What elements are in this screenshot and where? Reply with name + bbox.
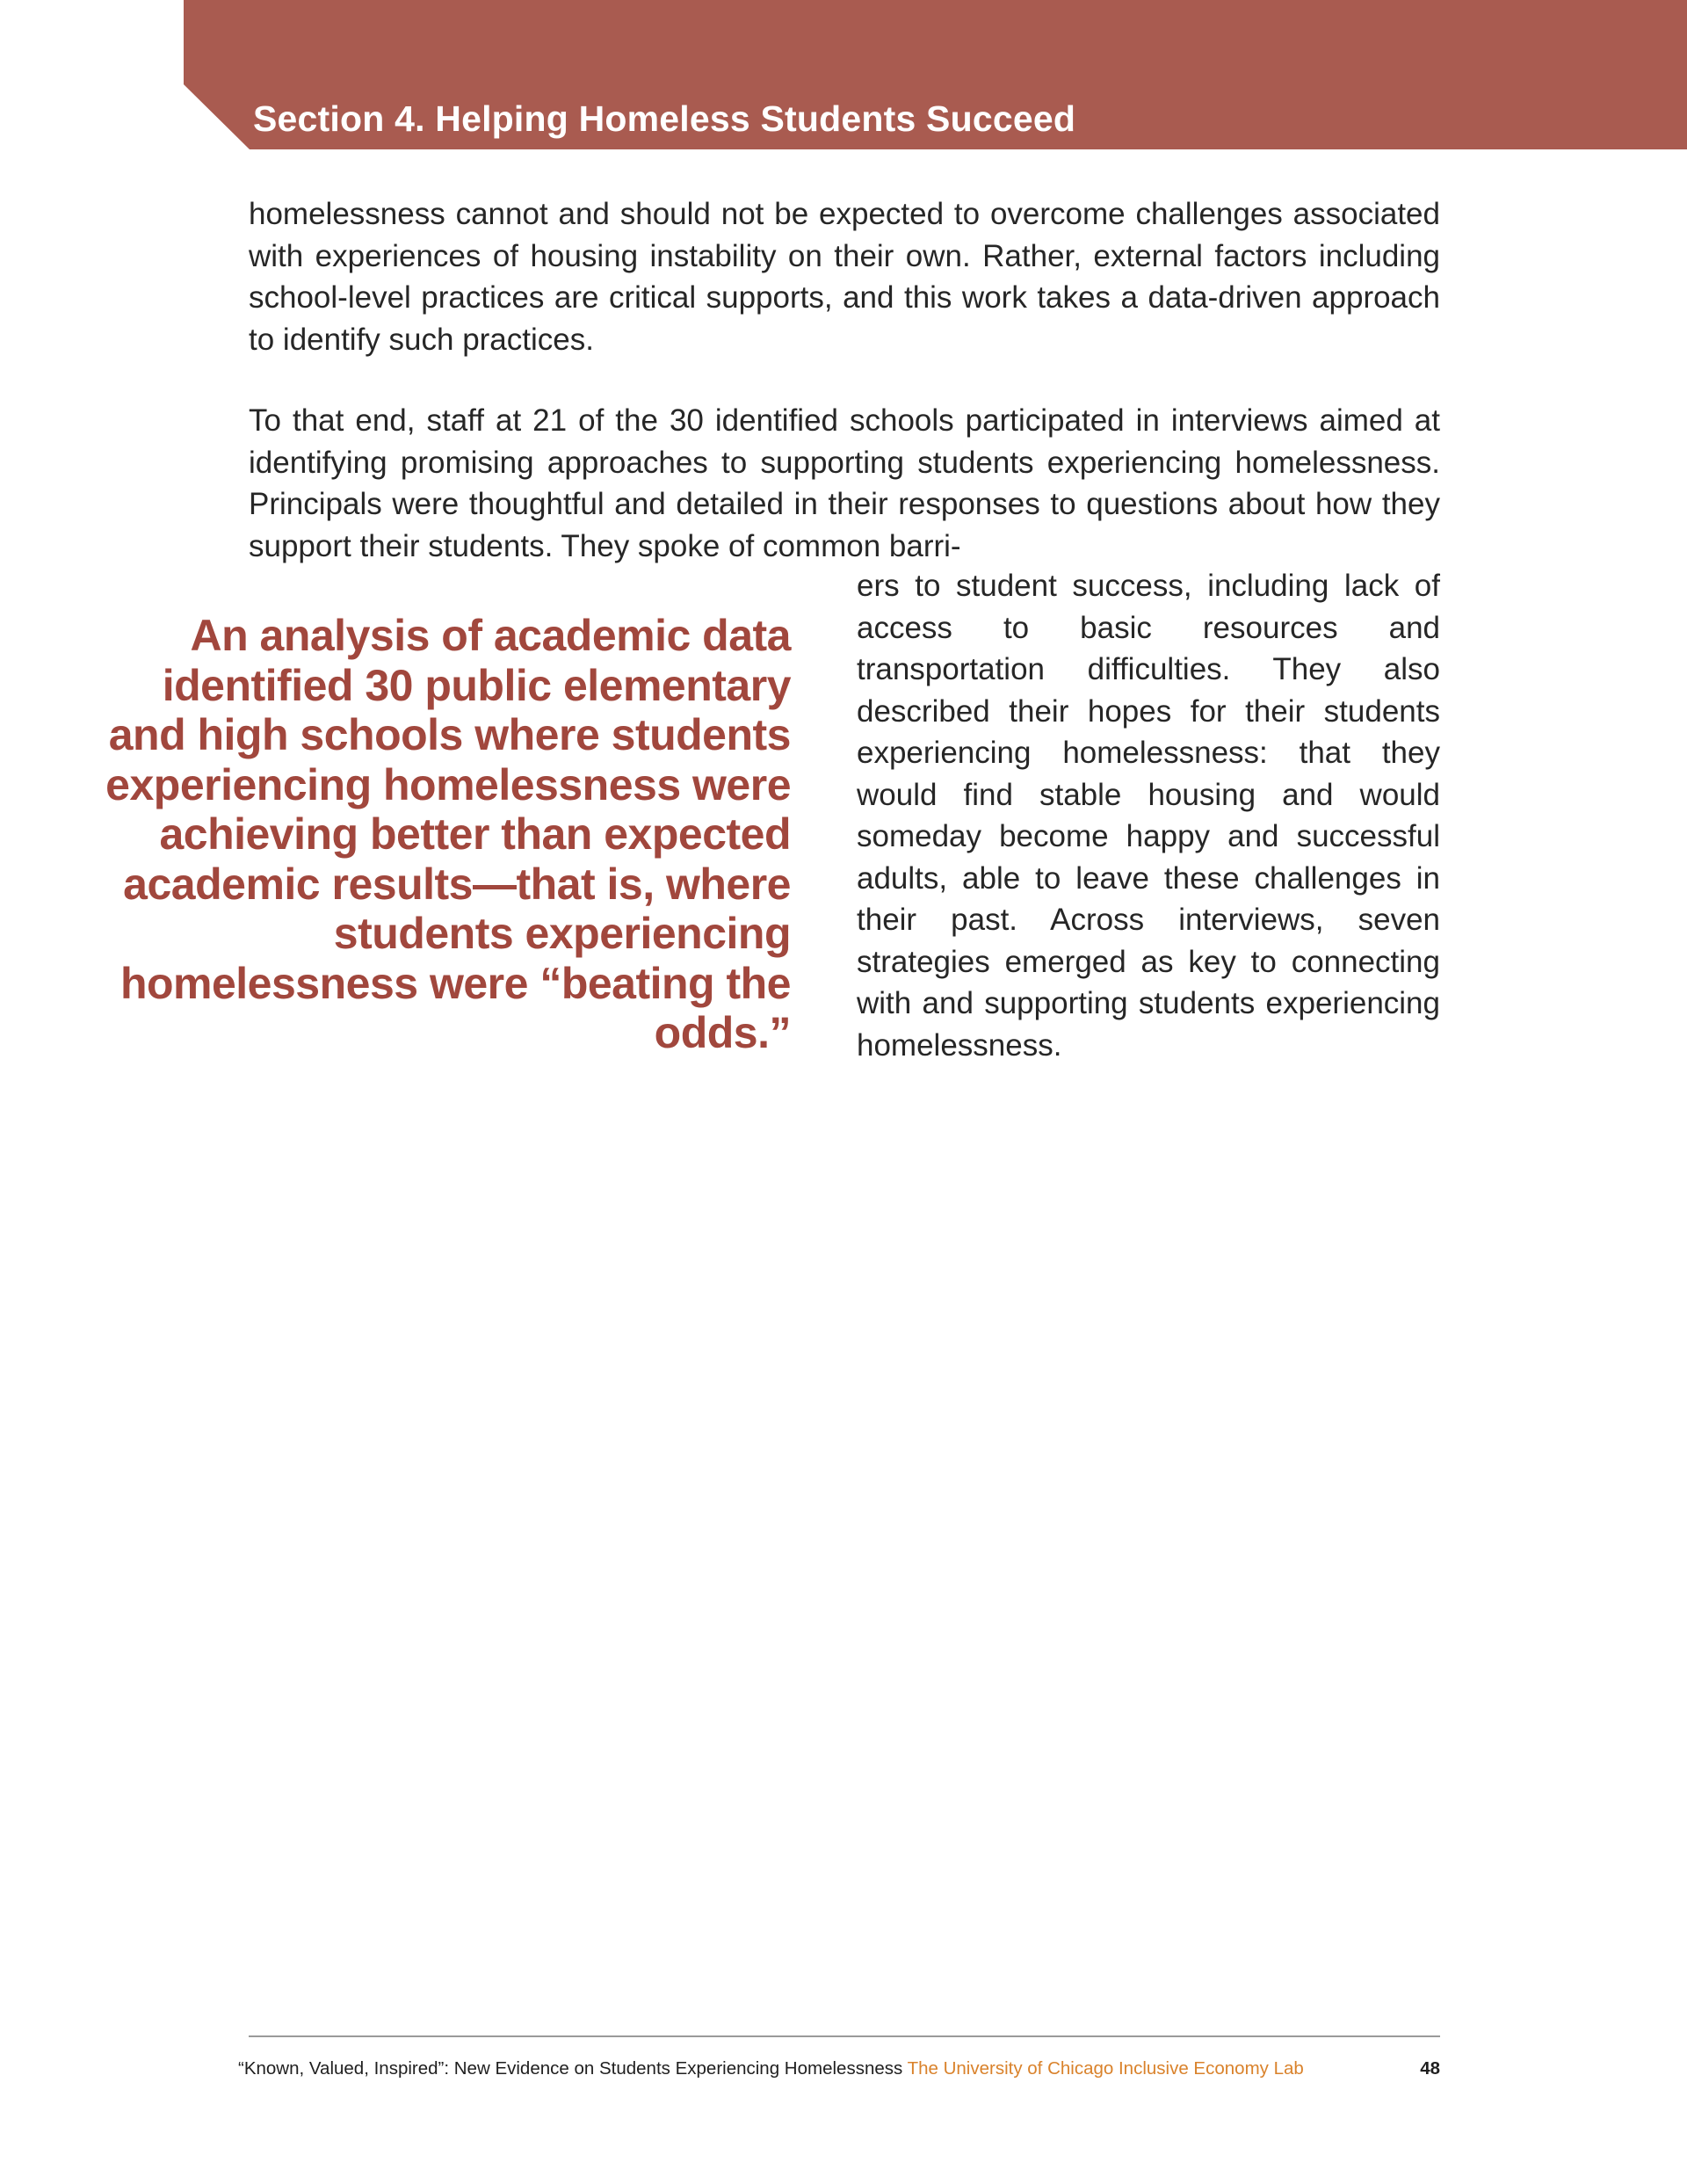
footer-report-title: “Known, Valued, Inspired”: New Evidence on Students Experiencing Homelessness bbox=[238, 2058, 903, 2079]
body-paragraph-2-continued: ers to student success, including lack of access to basic resources and transportation difficulties. They also described their hopes for their students experiencing homelessness: that they would find stable housing and would someday become happy and successful adults, able to leave these challenges in their past. Across interviews, seven strategies emerged as key to connecting with and supporting students experiencing homelessness. bbox=[857, 569, 1440, 1063]
body-paragraph-1: homelessness cannot and should not be expected to overcome challenges associated with experiences of housing instability on their own. Rather, external factors including school-level practices are critical supports, and this work takes a data-driven approach to identify such practices. bbox=[249, 197, 1440, 357]
section-title: Section 4. Helping Homeless Students Succeed bbox=[253, 98, 1076, 139]
page-footer bbox=[238, 2058, 1440, 2079]
body-paragraph-2: To that end, staff at 21 of the 30 identified schools participated in interviews aimed at identifying promising approaches to supporting students experiencing homelessness. Principals were thoughtful and detailed in their responses to questions about how they support their students. They spoke of common barri- bbox=[249, 403, 1440, 563]
footer-organization: The University of Chicago Inclusive Economy Lab bbox=[907, 2058, 1304, 2079]
pull-quote: An analysis of academic data identified 30 public elementary and high schools where students experiencing homelessness were achieving better than expected academic results—that is, where students experiencing homelessness were “beating the odds.” bbox=[105, 611, 791, 1057]
footer-divider bbox=[249, 2035, 1440, 2037]
page-number: 48 bbox=[1420, 2058, 1440, 2079]
